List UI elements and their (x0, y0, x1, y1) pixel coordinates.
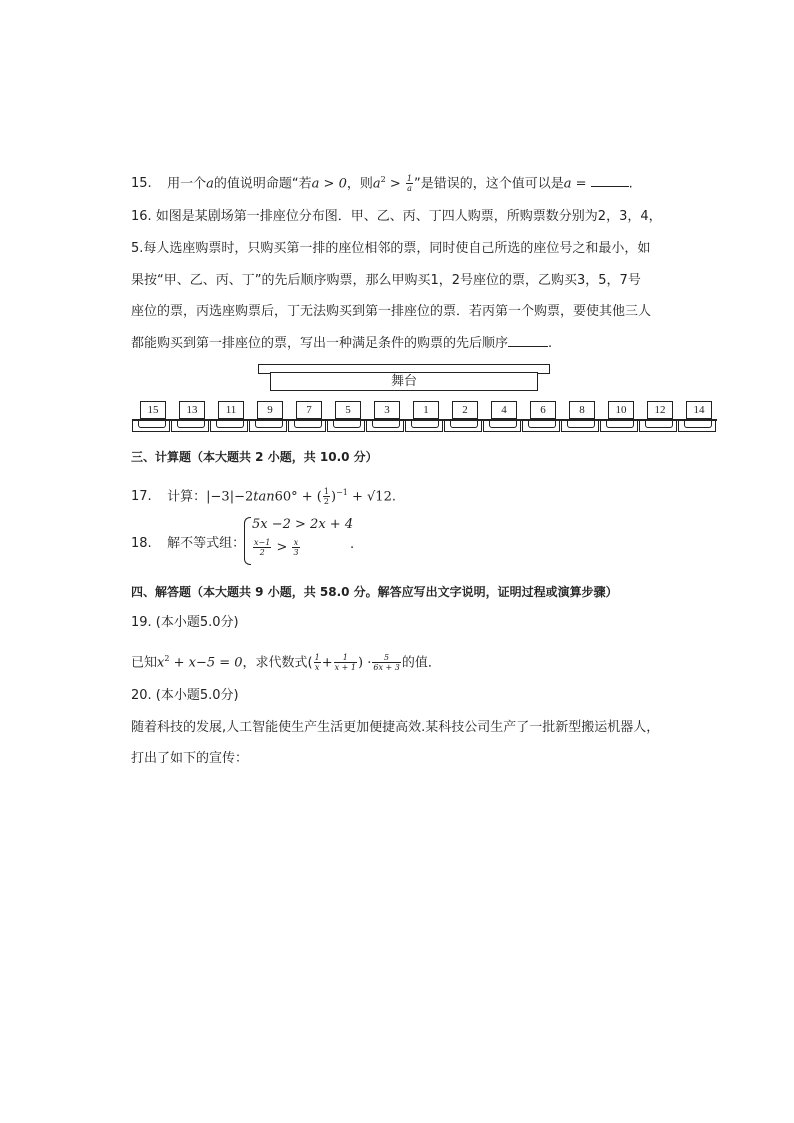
question-text: 解不等式组： (167, 536, 246, 551)
question-20-line-2: 打出了如下的宣传： (131, 751, 249, 766)
period: . (628, 176, 633, 192)
seat (132, 401, 170, 433)
question-number: 15. (131, 176, 152, 192)
seat-number: 1 (413, 401, 439, 419)
fraction-denominator: x + 1 (334, 663, 357, 673)
math-exponent: −1 (336, 488, 348, 497)
math-operator: > (272, 540, 292, 555)
question-number: 18. (131, 536, 152, 551)
question-16-line-5 (131, 334, 552, 353)
fraction-numerator: 1 (314, 653, 320, 663)
seat-number: 12 (647, 401, 673, 419)
fraction-denominator: 2 (259, 548, 265, 557)
math-var: x (157, 655, 165, 671)
fraction-numerator: 5 (372, 653, 400, 663)
fraction-numerator: 1 (323, 487, 329, 497)
question-17 (131, 484, 396, 506)
seat-number: 4 (491, 401, 517, 419)
stage-label: 舞台 (270, 372, 538, 391)
question-number: 17. (131, 489, 152, 505)
fraction-denominator: x (314, 663, 320, 673)
question-16-line-2: 5.每人选座购票时，只购买第一排的座位相邻的票，同时使自己所选的座位号之和最小，如 (131, 241, 651, 256)
seat (639, 401, 677, 433)
question-20-header: 20. (本小题5.0分) (131, 688, 239, 703)
seat (405, 401, 443, 433)
seat-number: 15 (140, 401, 166, 419)
math-expression: + x−5 = 0 (169, 655, 243, 671)
question-text: ”是错误的，这个值可以是 (414, 176, 564, 192)
seat-base (171, 421, 209, 432)
question-19-body (131, 650, 441, 672)
system-brace (244, 517, 251, 565)
seat (171, 401, 209, 433)
question-19-header: 19. (本小题5.0分) (131, 615, 239, 630)
seat-base (561, 421, 599, 432)
question-16-line-1: 16. 如图是某剧场第一排座位分布图．甲、乙、丙、丁四人购票，所购票数分别为2，3，4， (131, 209, 662, 224)
seat-base (327, 421, 365, 432)
answer-blank[interactable] (591, 174, 629, 187)
question-16-line-4: 座位的票，丙选座购票后，丁无法购买到第一排座位的票．若丙第一个购票，要使其他三人 (131, 304, 652, 319)
seat-base (288, 421, 326, 432)
math-fraction (334, 653, 357, 672)
math-expression: |−3|−2 (206, 489, 254, 505)
fraction-numerator: 1 (334, 653, 357, 663)
question-text: 计算： (167, 489, 207, 505)
seat-base (405, 421, 443, 432)
math-exponent: 2 (164, 654, 170, 663)
seat-number: 14 (686, 401, 712, 419)
fraction-denominator: 6x + 3 (373, 663, 400, 673)
fraction-denominator: 2 (323, 497, 329, 507)
seat-number: 5 (335, 401, 361, 419)
math-var: a (206, 176, 214, 192)
seat (678, 401, 716, 433)
seat (444, 401, 482, 433)
seat-base (444, 421, 482, 432)
inequality-1: 5x −2 > 2x + 4 (252, 517, 354, 532)
seat (600, 401, 638, 433)
fraction-numerator: x (293, 538, 299, 547)
question-text: 的值说明命题“若 (213, 176, 312, 192)
math-fraction (314, 653, 321, 672)
period: . (391, 489, 396, 505)
seat-number: 8 (569, 401, 595, 419)
math-expression: 60° + ( (274, 489, 322, 505)
math-expression: a = (563, 176, 587, 192)
math-fraction (292, 538, 299, 557)
question-text: 都能购买到第一排座位的票，写出一种满足条件的购票的先后顺序 (131, 336, 509, 351)
seat-row (132, 401, 717, 433)
seat-base (678, 421, 716, 432)
period: . (350, 537, 355, 552)
math-expression: ) · (358, 655, 372, 671)
question-15 (131, 171, 633, 193)
question-18-label (131, 535, 245, 553)
seat-number: 10 (608, 401, 634, 419)
section-4-heading: 四、解答题（本大题共 9 小题，共 58.0 分。解答应写出文字说明，证明过程或演算步骤） (131, 585, 618, 599)
fraction-denominator: 3 (293, 548, 299, 557)
seat-base (483, 421, 521, 432)
math-condition: a > 0 (311, 176, 347, 192)
math-function: tan (253, 489, 275, 505)
seat-number: 6 (530, 401, 556, 419)
math-expression: + √12 (347, 489, 392, 505)
seat-base (639, 421, 677, 432)
question-text: 已知 (131, 655, 158, 671)
math-fraction (323, 487, 330, 506)
math-exponent: 2 (380, 175, 386, 184)
math-fraction (253, 538, 271, 557)
question-16-line-3: 果按“甲、乙、丙、丁”的先后顺序购票，那么甲购买1，2号座位的票，乙购买3，5，7号 (131, 273, 641, 288)
seat-number: 11 (218, 401, 244, 419)
seat-number: 3 (374, 401, 400, 419)
math-fraction (372, 653, 400, 672)
seat-base (366, 421, 404, 432)
seat-number: 2 (452, 401, 478, 419)
math-operator: + (321, 655, 333, 671)
seat (522, 401, 560, 433)
answer-blank[interactable] (508, 334, 548, 347)
seat (210, 401, 248, 433)
math-expression: ) (330, 489, 337, 505)
math-fraction (406, 174, 413, 193)
seat (561, 401, 599, 433)
seat-base (249, 421, 287, 432)
question-text: 用一个 (167, 176, 207, 192)
seat-number: 7 (296, 401, 322, 419)
question-text: 的值． (401, 655, 441, 671)
fraction-denominator: a (407, 184, 412, 194)
seat (327, 401, 365, 433)
period: . (548, 336, 553, 351)
fraction-numerator: x−1 (254, 538, 271, 547)
seat-number: 9 (257, 401, 283, 419)
math-var: a (372, 176, 381, 192)
seat-base (522, 421, 560, 432)
question-text: ，则 (346, 176, 373, 192)
math-operator: > (385, 176, 405, 192)
seat-number: 13 (179, 401, 205, 419)
seat (249, 401, 287, 433)
seat-base (210, 421, 248, 432)
seat (288, 401, 326, 433)
question-20-line-1: 随着科技的发展,人工智能使生产生活更加便捷高效.某科技公司生产了一批新型搬运机器人， (131, 720, 660, 735)
seat (366, 401, 404, 433)
fraction-numerator: 1 (406, 174, 412, 184)
section-3-heading: 三、计算题（本大题共 2 小题，共 10.0 分） (131, 450, 378, 464)
question-text: ，求代数式( (242, 655, 313, 671)
seat (483, 401, 521, 433)
seat-base (600, 421, 638, 432)
inequality-2 (252, 538, 301, 557)
seat-base (132, 421, 170, 432)
